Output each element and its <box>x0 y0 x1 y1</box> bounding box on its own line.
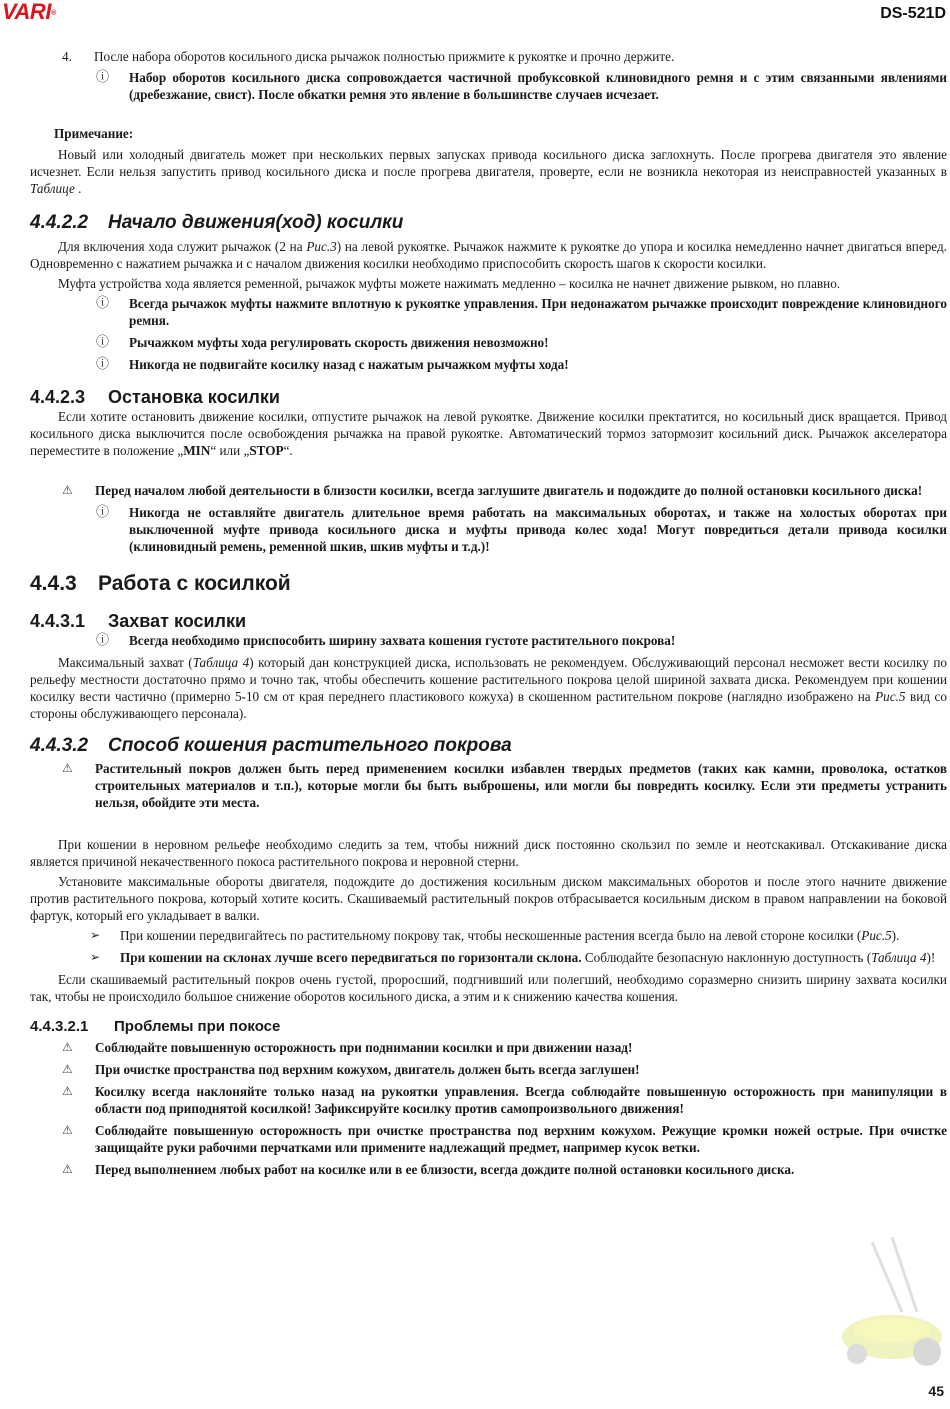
info-note <box>96 504 947 555</box>
step-number: 4. <box>62 49 72 64</box>
warning-icon: ⚠ <box>62 1123 73 1137</box>
mower-watermark-image <box>832 1232 948 1382</box>
paragraph: Если скашиваемый растительный покров очень густой, проросший, подгнивший или полегший, необходимо соразмерно снизить ширину захвата косилки так, чтобы не происходило большое снижение оборотов косильного диска, а этим и к снижению качества кошения. <box>30 972 947 1004</box>
warning-icon: ⚠ <box>62 1084 73 1098</box>
section-heading-4-4-3-2: 4.4.3.2 Способ кошения растительного покрова <box>30 735 512 756</box>
warning-text: Косилку всегда наклоняйте только назад на рукоятки управления. Всегда соблюдайте повышенную осторожность при манипуляции в области под приподнятой косилкой! Зафиксируйте косилку против самопроизвольного движения! <box>95 1084 947 1116</box>
paragraph: При кошении в неровном рельефе необходимо следить за тем, чтобы нижний диск постоянно скользил по земле и неотскакивал. Отскакивание диска является причиной некачественного покоса растительного покрова и неровной стерни. <box>30 837 947 869</box>
warning-text: Перед выполнением любых работ на косилке или в ее близости, всегда дождите полной остановки косильного диска. <box>95 1162 795 1177</box>
info-icon: ⓘ <box>96 335 110 350</box>
section-heading-4-4-3: 4.4.3 Работа с косилкой <box>30 572 291 595</box>
page-number: 45 <box>928 1383 944 1399</box>
paragraph: Муфта устройства хода является ременной, рычажок муфты можете нажимать медленно – косилка не начнет движение рывком, но плавно. <box>58 276 841 291</box>
info-icon: ⓘ <box>96 505 110 520</box>
paragraph: Для включения хода служит рычажок (2 на Рис.3) на левой рукоятке. Рычажок нажмите к рукоятке до упора и косилка немедленно начнет двигаться вперед. Одновременно с нажатием рычажка и с началом движения косилки необходимо приспособить скорость шагов к скорости косилки. <box>30 239 947 271</box>
page-content <box>30 48 947 1183</box>
info-note <box>96 632 947 649</box>
note-paragraph: Новый или холодный двигатель может при нескольких первых запусках привода косильного диска заглохнуть. После прогрева двигателя это явление исчезнет. Если нельзя запустить привод косильного диска и после прогрева двигателя, проверте, если не возникла некоторая из неисправностей указанных в Таблице . <box>30 147 947 196</box>
section-heading-4-4-3-2-1: 4.4.3.2.1 Проблемы при покосе <box>30 1018 281 1035</box>
note-title: Примечание: <box>54 126 134 141</box>
warning-icon: ⚠ <box>62 761 73 775</box>
info-text: Рычажком муфты хода регулировать скорость движения невозможно! <box>129 335 549 350</box>
warning-note <box>62 1039 947 1056</box>
warning-note <box>62 1122 947 1156</box>
model-number: DS-521D <box>880 5 946 22</box>
warning-icon: ⚠ <box>62 483 73 497</box>
section-heading-4-4-3-1: 4.4.3.1 Захват косилки <box>30 611 247 631</box>
paragraph: Установите максимальные обороты двигателя, подождите до достижения косильным диском максимальных оборотов и после этого начните движение против растительного покрова, который хотите косить. Скашиваемый растительный покров отбрасывается косильным диском в правом направлении на боковой фартук, который его укладывает в валки. <box>30 874 947 923</box>
section-heading-4-4-2-2: 4.4.2.2 Начало движения(ход) косилки <box>30 212 404 233</box>
arrow-bullet-icon: ➢ <box>90 928 101 942</box>
bullet-item: ➢ При кошении на склонах лучше всего передвигаться по горизонтали склона. Соблюдайте безопасную наклонную доступность (Таблица 4)! <box>90 950 936 965</box>
info-note <box>96 295 947 329</box>
info-text: Всегда рычажок муфты нажмите вплотную к рукоятке управления. При недонажатом рычажке происходит повреждение клиновидного ремня. <box>129 296 947 328</box>
section-heading-4-4-2-3: 4.4.2.3 Остановка косилки <box>30 387 280 407</box>
info-icon: ⓘ <box>96 357 110 372</box>
warning-note <box>62 1161 947 1178</box>
arrow-bullet-icon: ➢ <box>90 950 101 964</box>
warning-icon: ⚠ <box>62 1062 73 1076</box>
paragraph: Максимальный захват (Таблица 4) который дан конструкцией диска, использовать не рекомендуем. Обслуживающий персонал несможет вести косилку по рельефу местности достаточно прямо и точно так, чтобы обеспечить кошение растительного покрова целой шириной захвата диска. Рекомендуем при кошении косилку вести частично (примерно 5-10 см от края переднего пластикового кожуха) в скошенном растительном покрове (наглядно изображено на Рис.5 вид со стороны обслуживающего персонала). <box>30 655 947 721</box>
warning-icon: ⚠ <box>62 1040 73 1054</box>
warning-icon: ⚠ <box>62 1162 73 1176</box>
warning-note <box>62 1083 947 1117</box>
info-note <box>96 356 947 373</box>
warning-text: Перед началом любой деятельности в близости косилки, всегда заглушите двигатель и подождите до полной остановки косильного диска! <box>95 483 923 498</box>
info-text: Набор оборотов косильного диска сопровождается частичной пробуксовкой клиновидного ремня и с этим связанными явлениями (дребезжание, свист). После обкатки ремня это явление в большинстве случаев исчезает. <box>129 70 947 102</box>
warning-text: Растительный покров должен быть перед применением косилки избавлен твердых предметов (таких как камни, проволока, остатков строительных материалов и т.п.), которые могли бы быть выброшены, или могли бы повредить косилку. Если эти предметы устранить нельзя, обойдите эти места. <box>95 761 947 810</box>
warning-text: Соблюдайте повышенную осторожность при очистке пространства под верхним кожухом. Режущие кромки ножей острые. При очистке защищайте руки рабочими перчатками или примените надлежащий предмет, например кусок ветки. <box>95 1123 947 1155</box>
paragraph: Если хотите остановить движение косилки, отпустите рычажок на левой рукоятке. Движение косилки пректатится, но косильный диск вращается. Привод косильного диска выключится после освобождения рычажка на правой рукоятке. Автоматический тормоз затормозит косильний диск. Рычажок акселератора переместите в положение „MIN“ или „STOP“. <box>30 409 947 458</box>
info-text: Никогда не оставляйте двигатель длительное время работать на максимальных оборотах, и также на холостых оборотах при выключенной муфте привода косильного диска и муфты привода колес хода! Могут повредиться детали привода косилки (клиновидный ремень, ременной шкив, шкив муфты и т.д.)! <box>129 505 947 554</box>
brand-logo: VARI® <box>2 0 56 24</box>
step-text: После набора оборотов косильного диска рычажок полностью прижмите к рукоятке и прочно держите. <box>94 49 675 64</box>
warning-note <box>62 760 947 811</box>
info-icon: ⓘ <box>96 70 110 85</box>
info-note <box>96 69 947 103</box>
info-text: Никогда не подвигайте косилку назад с нажатым рычажком муфты хода! <box>129 357 569 372</box>
step-4 <box>62 48 947 65</box>
info-icon: ⓘ <box>96 296 110 311</box>
warning-text: Соблюдайте повышенную осторожность при поднимании косилки и при движении назад! <box>95 1040 633 1055</box>
bullet-item: ➢ При кошении передвигайтесь по растительному покрову так, чтобы нескошенные растения всегда было на левой стороне косилки (Рис.5). <box>90 928 900 943</box>
warning-note <box>62 1061 947 1078</box>
info-text: Всегда необходимо приспособить ширину захвата кошения густоте растительного покрова! <box>129 633 676 648</box>
warning-note <box>62 482 947 499</box>
warning-text: При очистке пространства под верхним кожухом, двигатель должен быть всегда заглушен! <box>95 1062 640 1077</box>
info-icon: ⓘ <box>96 633 110 648</box>
info-note <box>96 334 947 351</box>
